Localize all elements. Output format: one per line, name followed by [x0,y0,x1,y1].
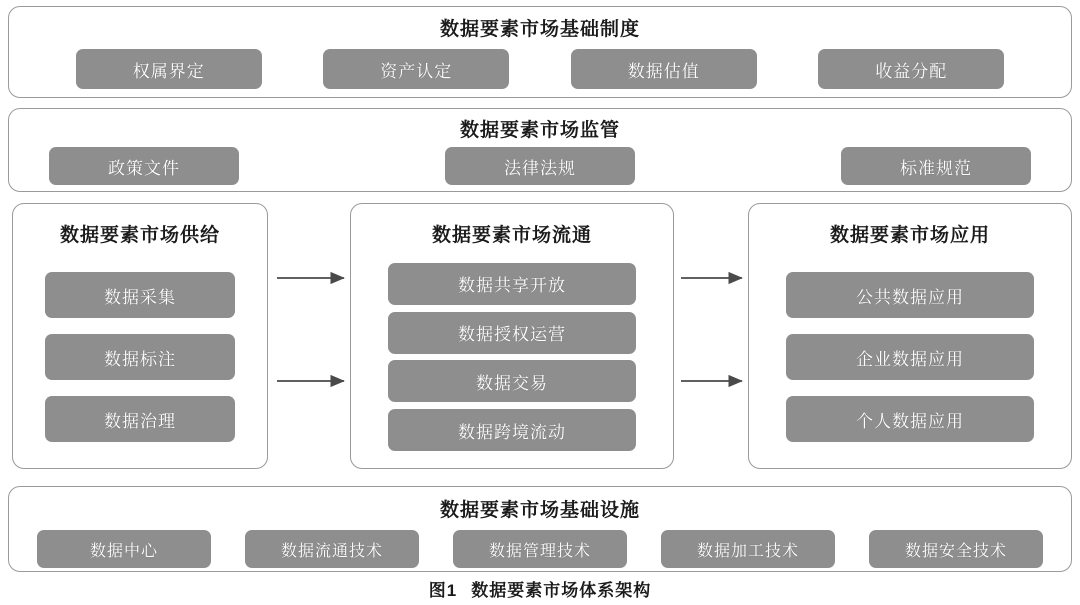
panel-supervision-items [9,147,1071,185]
panel-infrastructure-items [9,530,1071,568]
panel-basic-system-title: 数据要素市场基础制度 [439,19,640,40]
chip-basic-system-2[interactable]: 数据估值 [571,49,757,89]
chip-supervision-0[interactable]: 政策文件 [49,147,239,185]
panel-application [748,203,1072,469]
chip-infrastructure-4[interactable]: 数据安全技术 [869,530,1043,568]
chip-infrastructure-3[interactable]: 数据加工技术 [661,530,835,568]
chip-circulation-1[interactable]: 数据授权运营 [388,312,636,354]
panel-infrastructure-title: 数据要素市场基础设施 [439,500,640,521]
panel-basic-system-items [9,49,1071,89]
chip-circulation-0[interactable]: 数据共享开放 [388,263,636,305]
chip-supply-1[interactable]: 数据标注 [45,334,235,380]
panel-supply-title: 数据要素市场供给 [59,225,220,246]
chip-infrastructure-1[interactable]: 数据流通技术 [245,530,419,568]
chip-basic-system-3[interactable]: 收益分配 [818,49,1004,89]
chip-application-2[interactable]: 个人数据应用 [786,396,1034,442]
chip-circulation-2[interactable]: 数据交易 [388,360,636,402]
chip-supply-0[interactable]: 数据采集 [45,272,235,318]
panel-application-title: 数据要素市场应用 [829,225,990,246]
chip-circulation-3[interactable]: 数据跨境流动 [388,409,636,451]
chip-basic-system-1[interactable]: 资产认定 [323,49,509,89]
chip-infrastructure-2[interactable]: 数据管理技术 [453,530,627,568]
chip-supervision-2[interactable]: 标准规范 [841,147,1031,185]
panel-circulation [350,203,674,469]
panel-supply-items [13,256,267,458]
panel-circulation-title: 数据要素市场流通 [431,225,592,246]
panel-supervision [8,108,1072,192]
figure-caption [0,576,1080,601]
chip-application-0[interactable]: 公共数据应用 [786,272,1034,318]
panel-supply [12,203,268,469]
figure-caption-number: 图1 [428,581,458,600]
panel-supervision-title: 数据要素市场监管 [459,120,620,141]
chip-supervision-1[interactable]: 法律法规 [445,147,635,185]
panel-application-items [749,256,1071,458]
panel-basic-system [8,6,1072,98]
chip-application-1[interactable]: 企业数据应用 [786,334,1034,380]
panel-infrastructure [8,486,1072,572]
panel-circulation-items [351,256,673,458]
figure-caption-text: 数据要素市场体系架构 [471,581,652,600]
chip-supply-2[interactable]: 数据治理 [45,396,235,442]
chip-basic-system-0[interactable]: 权属界定 [76,49,262,89]
chip-infrastructure-0[interactable]: 数据中心 [37,530,211,568]
